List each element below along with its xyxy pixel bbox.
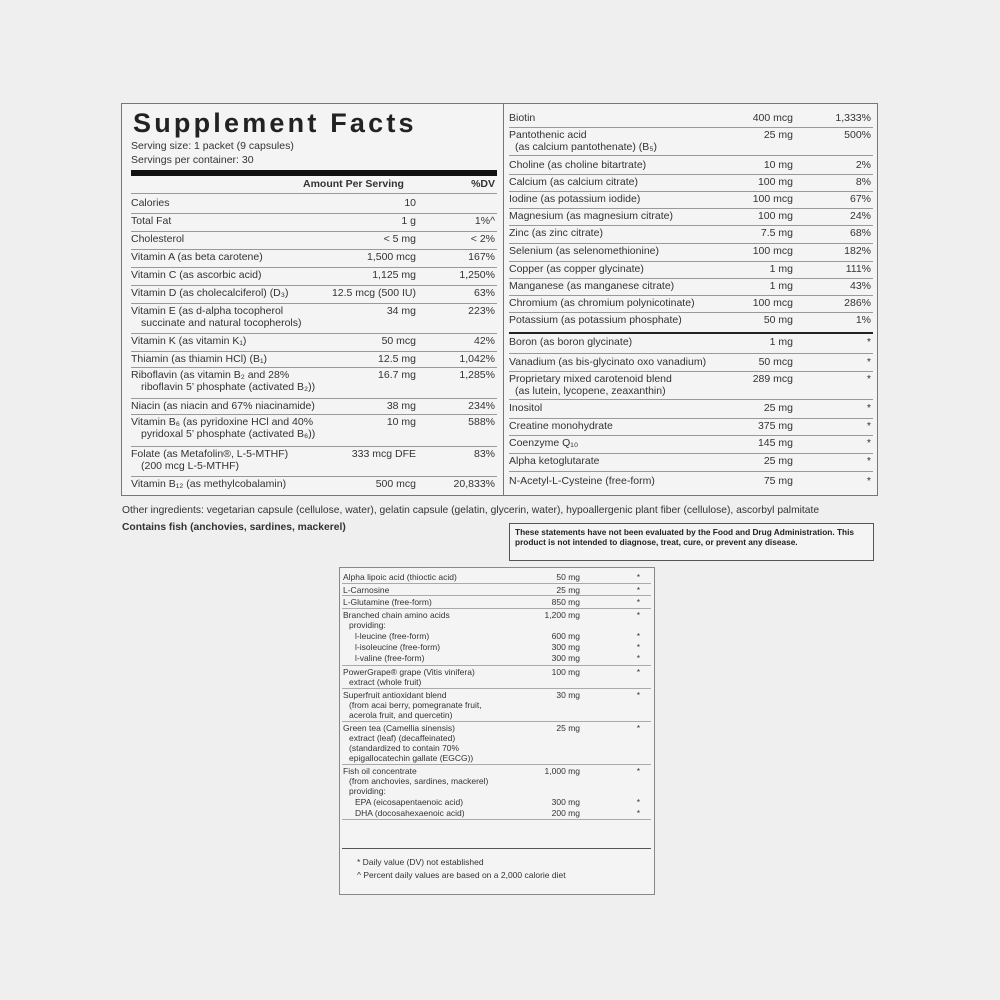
nutrient-amount: 100 mg <box>757 176 793 188</box>
nutrient-dv: 1,333% <box>835 112 871 124</box>
nutrient-dv: 1,042% <box>459 353 495 365</box>
row-rule <box>509 208 873 209</box>
ingredient-name: (from acai berry, pomegranate fruit, <box>349 699 482 710</box>
nutrient-amount: 38 mg <box>386 400 416 412</box>
ingredient-sub-dv: * <box>636 630 640 641</box>
row-rule <box>509 399 873 400</box>
servings-per-container: Servings per container: 30 <box>131 154 254 166</box>
nutrient-name-detail: riboflavin 5’ phosphate (activated B₂)) <box>141 381 316 393</box>
nutrient-dv: 24% <box>849 210 871 222</box>
ingredient-sub-amount: 600 mg <box>551 630 580 641</box>
nutrient-amount: 75 mg <box>763 475 793 487</box>
ingredient-amount: 1,200 mg <box>544 610 580 621</box>
nutrient-dv: * <box>866 356 871 368</box>
nutrient-amount: 1 mg <box>769 280 793 292</box>
row-rule <box>509 243 873 244</box>
footnote-dv: * Daily value (DV) not established <box>357 857 484 867</box>
row-rule <box>509 174 873 175</box>
nutrient-name: Vanadium (as bis-glycinato oxo vanadium) <box>509 356 707 368</box>
thick-rule <box>131 170 497 176</box>
ingredient-sub-dv: * <box>636 807 640 818</box>
nutrient-dv: 167% <box>468 251 495 263</box>
nutrient-dv: * <box>866 336 871 348</box>
nutrient-dv: 111% <box>845 263 871 275</box>
nutrient-name: Creatine monohydrate <box>509 420 613 432</box>
nutrient-amount: 145 mg <box>757 437 793 449</box>
row-rule <box>342 721 651 722</box>
row-rule <box>509 312 873 313</box>
row-rule <box>509 127 873 128</box>
ingredient-dv: * <box>636 572 640 582</box>
nutrient-name: Boron (as boron glycinate) <box>509 336 633 348</box>
ingredient-sub-name: l-isoleucine (free-form) <box>355 641 441 652</box>
row-rule <box>131 333 497 334</box>
row-rule <box>509 278 873 279</box>
nutrient-name-detail: pyridoxal 5’ phosphate (activated B₆)) <box>141 428 316 440</box>
ingredient-dv: * <box>636 689 640 700</box>
ingredient-sub-name: DHA (docosahexaenoic acid) <box>355 807 465 818</box>
nutrient-dv: * <box>866 475 871 487</box>
nutrient-amount: 333 mcg DFE <box>351 448 416 460</box>
ingredient-name: acerola fruit, and quercetin) <box>349 709 453 720</box>
nutrient-amount: 50 mcg <box>381 335 416 347</box>
nutrient-amount: 1 mg <box>769 336 793 348</box>
nutrient-amount: 100 mcg <box>752 245 793 257</box>
ingredient-dv: * <box>636 584 640 595</box>
row-rule <box>131 249 497 250</box>
nutrient-name: Chromium (as chromium polynicotinate) <box>509 297 695 309</box>
row-rule <box>509 353 873 354</box>
nutrient-dv: * <box>866 373 871 385</box>
nutrient-name: Magnesium (as magnesium citrate) <box>509 210 673 222</box>
ingredient-name: (from anchovies, sardines, mackerel) <box>349 776 489 787</box>
ingredient-name: Fish oil concentrate <box>343 765 417 776</box>
ingredient-name: L-Carnosine <box>343 584 390 595</box>
row-rule <box>509 471 873 472</box>
row-rule <box>342 595 651 596</box>
nutrient-amount: 50 mcg <box>758 356 793 368</box>
nutrient-dv: 286% <box>844 297 871 309</box>
nutrient-dv: 20,833% <box>453 478 495 490</box>
nutrient-amount: 10 <box>404 197 416 209</box>
serving-size: Serving size: 1 packet (9 capsules) <box>131 140 294 152</box>
contains-allergens: Contains fish (anchovies, sardines, mackerel) <box>122 522 346 533</box>
nutrient-dv: 8% <box>855 176 871 188</box>
nutrient-name: N-Acetyl-L-Cysteine (free-form) <box>509 475 655 487</box>
ingredient-dv: * <box>636 666 640 677</box>
row-rule <box>509 371 873 372</box>
ingredient-sub-name: l-valine (free-form) <box>355 652 425 663</box>
nutrient-dv: 83% <box>473 448 495 460</box>
nutrient-dv: 68% <box>849 227 871 239</box>
ingredient-sub-amount: 200 mg <box>551 807 580 818</box>
row-rule <box>342 819 651 820</box>
other-ingredients: Other ingredients: vegetarian capsule (cellulose, water), gelatin capsule (gelatin, glycerin, water), hypoallergenic plant fiber (cellulose), ascorbyl palmitate <box>122 505 820 516</box>
row-rule <box>509 191 873 192</box>
nutrient-amount: 10 mg <box>763 159 793 171</box>
row-rule <box>342 665 651 666</box>
nutrient-name: Choline (as choline bitartrate) <box>509 159 647 171</box>
nutrient-name: Iodine (as potassium iodide) <box>509 193 641 205</box>
ingredient-name: extract (whole fruit) <box>349 676 422 687</box>
column-divider <box>503 103 504 496</box>
row-rule <box>131 446 497 447</box>
ingredient-sub-dv: * <box>636 641 640 652</box>
nutrient-name: Riboflavin (as vitamin B₂ and 28% <box>131 369 290 381</box>
panel-title: Supplement Facts <box>133 108 417 138</box>
nutrient-amount: 12.5 mg <box>378 353 416 365</box>
row-rule <box>342 608 651 609</box>
ingredient-amount: 850 mg <box>551 597 580 608</box>
nutrient-name: Calories <box>131 197 170 209</box>
nutrient-name: Niacin (as niacin and 67% niacinamide) <box>131 400 315 412</box>
nutrient-dv: 588% <box>468 416 495 428</box>
nutrient-name: Thiamin (as thiamin HCl) (B₁) <box>131 353 267 365</box>
ingredient-name: (standardized to contain 70% <box>349 743 460 753</box>
nutrient-amount: 1 mg <box>769 263 793 275</box>
row-rule <box>509 453 873 454</box>
nutrient-amount: 100 mcg <box>752 193 793 205</box>
nutrient-name: Pantothenic acid <box>509 129 587 141</box>
nutrient-dv: 1,285% <box>459 369 495 381</box>
nutrient-name-detail: (as calcium pantothenate) (B₅) <box>515 141 657 153</box>
ingredient-amount: 1,000 mg <box>544 765 580 776</box>
row-rule <box>131 231 497 232</box>
ingredient-name: PowerGrape® grape (Vitis vinifera) <box>343 666 475 677</box>
ingredient-sub-amount: 300 mg <box>551 641 580 652</box>
nutrient-name-detail: (200 mcg L-5-MTHF) <box>141 460 240 472</box>
ingredient-name: extract (leaf) (decaffeinated) <box>349 732 456 743</box>
nutrient-amount: 16.7 mg <box>378 369 416 381</box>
ingredient-name: Green tea (Camellia sinensis) <box>343 722 455 733</box>
nutrient-name: Cholesterol <box>131 233 185 245</box>
nutrient-amount: 100 mcg <box>752 297 793 309</box>
nutrient-amount: 34 mg <box>386 305 416 317</box>
nutrient-name: Manganese (as manganese citrate) <box>509 280 675 292</box>
ingredient-sub-dv: * <box>636 652 640 663</box>
row-rule <box>131 476 497 477</box>
nutrient-name: Vitamin B₁₂ (as methylcobalamin) <box>131 478 287 490</box>
row-rule <box>342 688 651 689</box>
ingredient-dv: * <box>636 765 640 776</box>
row-rule <box>131 414 497 415</box>
header-amount: Amount Per Serving <box>303 178 404 190</box>
nutrient-amount: 25 mg <box>763 129 793 141</box>
nutrient-amount: 375 mg <box>757 420 793 432</box>
nutrient-name: Vitamin K (as vitamin K₁) <box>131 335 247 347</box>
nutrient-name-detail: succinate and natural tocopherols) <box>141 317 302 329</box>
ingredient-name: providing: <box>349 786 386 797</box>
ingredient-amount: 100 mg <box>551 666 580 677</box>
row-rule <box>509 418 873 419</box>
nutrient-dv: 42% <box>473 335 495 347</box>
row-rule <box>509 295 873 296</box>
section-rule <box>509 332 873 334</box>
nutrient-name: Selenium (as selenomethionine) <box>509 245 659 257</box>
nutrient-amount: 12.5 mcg (500 IU) <box>331 287 416 299</box>
nutrient-amount: 7.5 mg <box>760 227 793 239</box>
footnote-rule <box>342 848 651 849</box>
header-rule <box>131 193 497 194</box>
nutrient-dv: 234% <box>468 400 495 412</box>
nutrient-dv: * <box>866 402 871 414</box>
nutrient-dv: 1% <box>855 314 871 326</box>
ingredient-name: L-Glutamine (free-form) <box>343 597 432 608</box>
row-rule <box>342 764 651 765</box>
row-rule <box>509 261 873 262</box>
nutrient-dv: * <box>866 437 871 449</box>
ingredient-name: Branched chain amino acids <box>343 610 450 621</box>
nutrient-amount: 1 g <box>401 215 416 227</box>
ingredient-sub-name: EPA (eicosapentaenoic acid) <box>355 796 464 807</box>
nutrient-dv: * <box>866 455 871 467</box>
header-dv: %DV <box>471 178 495 190</box>
row-rule <box>342 583 651 584</box>
row-rule <box>131 367 497 368</box>
nutrient-name: Total Fat <box>131 215 172 227</box>
ingredient-amount: 25 mg <box>556 584 580 595</box>
nutrient-amount: 400 mcg <box>752 112 793 124</box>
nutrient-name: Folate (as Metafolin®, L-5-MTHF) <box>131 448 289 460</box>
nutrient-amount: 289 mcg <box>752 373 793 385</box>
row-rule <box>131 285 497 286</box>
nutrient-dv: 2% <box>855 159 871 171</box>
nutrient-name: Inositol <box>509 402 543 414</box>
ingredient-name: epigallocatechin gallate (EGCG)) <box>349 753 474 764</box>
ingredient-dv: * <box>636 597 640 608</box>
nutrient-name: Vitamin E (as d-alpha tocopherol <box>131 305 284 317</box>
nutrient-dv: < 2% <box>470 233 495 245</box>
nutrient-dv: 182% <box>844 245 871 257</box>
ingredient-sub-amount: 300 mg <box>551 796 580 807</box>
nutrient-name: Biotin <box>509 112 536 124</box>
ingredient-name: providing: <box>349 620 386 631</box>
nutrient-name: Vitamin D (as cholecalciferol) (D₃) <box>131 287 289 299</box>
nutrient-amount: 500 mcg <box>375 478 416 490</box>
ingredient-sub-dv: * <box>636 796 640 807</box>
nutrient-amount: 100 mg <box>757 210 793 222</box>
nutrient-amount: 50 mg <box>763 314 793 326</box>
ingredient-name: Alpha lipoic acid (thioctic acid) <box>343 572 457 582</box>
nutrient-name: Copper (as copper glycinate) <box>509 263 644 275</box>
nutrient-dv: 223% <box>468 305 495 317</box>
nutrient-name: Zinc (as zinc citrate) <box>509 227 603 239</box>
nutrient-amount: 1,500 mcg <box>366 251 416 263</box>
row-rule <box>131 213 497 214</box>
nutrient-name-detail: (as lutein, lycopene, zeaxanthin) <box>515 385 666 397</box>
nutrient-amount: 25 mg <box>763 402 793 414</box>
row-rule <box>509 225 873 226</box>
nutrient-dv: * <box>866 420 871 432</box>
ingredient-sub-amount: 300 mg <box>551 652 580 663</box>
row-rule <box>131 303 497 304</box>
ingredient-dv: * <box>636 722 640 733</box>
ingredient-amount: 25 mg <box>556 722 580 733</box>
row-rule <box>131 398 497 399</box>
nutrient-dv: 500% <box>844 129 871 141</box>
nutrient-name: Potassium (as potassium phosphate) <box>509 314 682 326</box>
row-rule <box>131 267 497 268</box>
nutrient-name: Coenzyme Q₁₀ <box>509 437 579 449</box>
footnote-calorie: ^ Percent daily values are based on a 2,000 calorie diet <box>357 870 566 880</box>
nutrient-dv: 43% <box>849 280 871 292</box>
ingredient-dv: * <box>636 610 640 621</box>
fda-disclaimer: These statements have not been evaluated by the Food and Drug Administration. This product is not intended to diagnose, treat, cure, or prevent any disease. <box>515 527 854 547</box>
nutrient-amount: 10 mg <box>386 416 416 428</box>
ingredient-name: Superfruit antioxidant blend <box>343 689 447 700</box>
nutrient-name: Vitamin C (as ascorbic acid) <box>131 269 262 281</box>
row-rule <box>509 155 873 156</box>
row-rule <box>131 351 497 352</box>
ingredient-sub-name: l-leucine (free-form) <box>355 630 430 641</box>
nutrient-name: Vitamin B₆ (as pyridoxine HCl and 40% <box>131 416 314 428</box>
ingredient-amount: 50 mg <box>556 572 580 582</box>
nutrient-amount: 25 mg <box>763 455 793 467</box>
nutrient-amount: < 5 mg <box>383 233 416 245</box>
nutrient-name: Vitamin A (as beta carotene) <box>131 251 263 263</box>
nutrient-dv: 1%^ <box>474 215 495 227</box>
ingredient-amount: 30 mg <box>556 689 580 700</box>
nutrient-amount: 1,125 mg <box>372 269 416 281</box>
nutrient-name: Proprietary mixed carotenoid blend <box>509 373 672 385</box>
nutrient-dv: 67% <box>849 193 871 205</box>
nutrient-name: Alpha ketoglutarate <box>509 455 600 467</box>
nutrient-dv: 1,250% <box>459 269 495 281</box>
row-rule <box>509 435 873 436</box>
nutrient-name: Calcium (as calcium citrate) <box>509 176 638 188</box>
nutrient-dv: 63% <box>473 287 495 299</box>
